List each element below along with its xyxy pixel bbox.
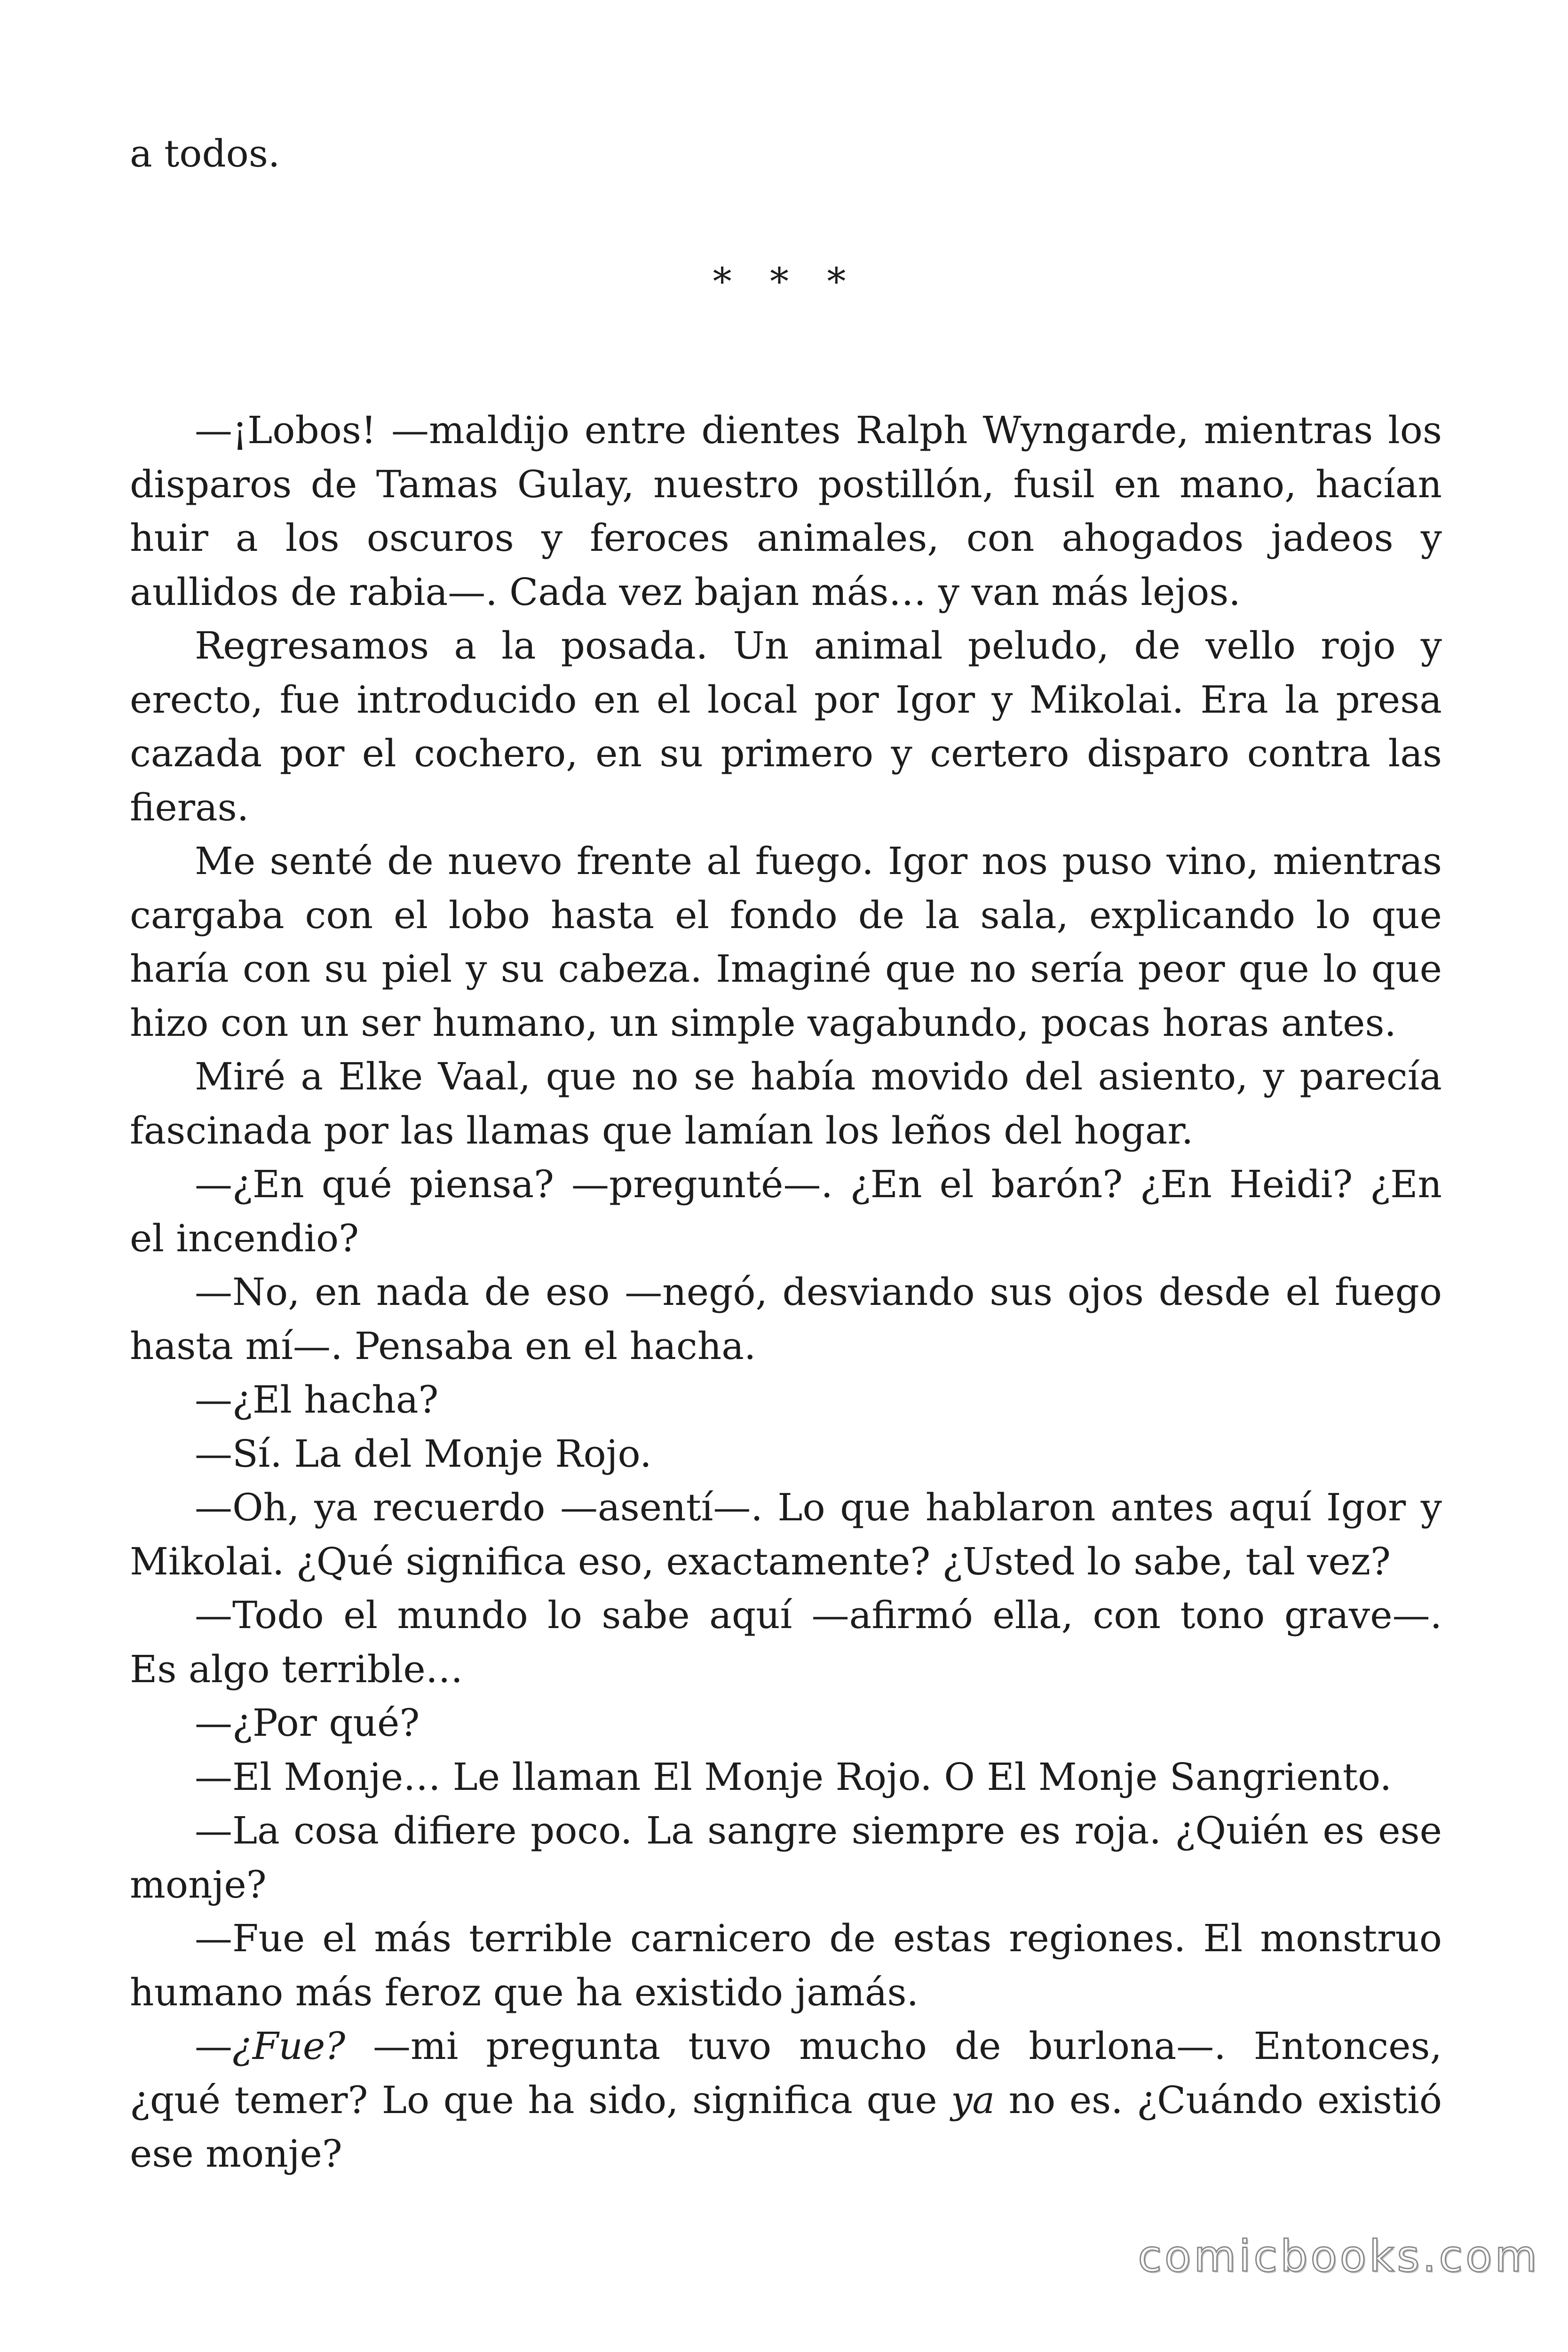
text-line: —Todo el mundo lo sabe aquí —afirmó ella, con tono grave—. [195, 1593, 1442, 1637]
text-line: cargaba con el lobo hasta el fondo de la sala, explicando lo que [130, 893, 1442, 937]
text-line: —No, en nada de eso —negó, desviando sus ojos desde el fuego [195, 1270, 1442, 1314]
opening-line: a todos. [130, 132, 280, 175]
body-text [130, 404, 1442, 2181]
text-line: aullidos de rabia—. Cada vez bajan más… y van más lejos. [130, 570, 1241, 614]
text-line-ya: ¿qué temer? Lo que ha sido, significa que ya no es. ¿Cuándo existió [130, 2078, 1442, 2122]
text-line: fieras. [130, 785, 249, 829]
text-line: —¡Lobos! —maldijo entre dientes Ralph Wyngarde, mientras los [195, 408, 1442, 452]
text-line: hizo con un ser humano, un simple vagabundo, pocas horas antes. [130, 1001, 1396, 1045]
text-line: huir a los oscuros y feroces animales, con ahogados jadeos y [130, 516, 1442, 560]
text-line-last: ese monje? [130, 2132, 342, 2176]
text-line: fascinada por las llamas que lamían los leños del hogar. [130, 1108, 1194, 1152]
text-line: —¿Por qué? [195, 1701, 420, 1745]
text-line: humano más feroz que ha existido jamás. [130, 1970, 919, 2014]
text-line-fue: —¿Fue? —mi pregunta tuvo mucho de burlona—. Entonces, [195, 2024, 1442, 2068]
text-line: —El Monje… Le llaman El Monje Rojo. O El Monje Sangriento. [195, 1755, 1392, 1799]
section-separator: * * * [713, 260, 859, 303]
text-line: —Fue el más terrible carnicero de estas regiones. El monstruo [195, 1916, 1442, 1960]
text-line: hasta mí—. Pensaba en el hacha. [130, 1324, 756, 1368]
text-line: cazada por el cochero, en su primero y certero disparo contra las [130, 731, 1442, 775]
text-line: Es algo terrible… [130, 1647, 463, 1691]
text-lines [130, 404, 1442, 2019]
text-line: —Sí. La del Monje Rojo. [195, 1431, 652, 1476]
text-line: —Oh, ya recuerdo —asentí—. Lo que hablaron antes aquí Igor y [195, 1486, 1442, 1529]
italic-fue: ¿Fue? [232, 2024, 346, 2068]
text-line: —¿En qué piensa? —pregunté—. ¿En el barón? ¿En Heidi? ¿En [195, 1162, 1442, 1206]
text-line: el incendio? [130, 1216, 359, 1260]
watermark-logo: comicbooks.com [1138, 2231, 1540, 2281]
italic-ya: ya [951, 2078, 995, 2122]
text-line: Miré a Elke Vaal, que no se había movido del asiento, y parecía [195, 1055, 1442, 1098]
text-line: Me senté de nuevo frente al fuego. Igor nos puso vino, mientras [195, 839, 1442, 883]
text-line: Mikolai. ¿Qué significa eso, exactamente? ¿Usted lo sabe, tal vez? [130, 1539, 1391, 1583]
text-line: —La cosa difiere poco. La sangre siempre es roja. ¿Quién es ese [195, 1809, 1442, 1852]
text-line: haría con su piel y su cabeza. Imaginé que no sería peor que lo que [130, 947, 1442, 991]
text-line: monje? [130, 1862, 267, 1907]
text-line: —¿El hacha? [195, 1378, 439, 1422]
text-line: Regresamos a la posada. Un animal peludo, de vello rojo y [195, 624, 1442, 667]
text-line: erecto, fue introducido en el local por Igor y Mikolai. Era la presa [130, 677, 1442, 722]
text-line: disparos de Tamas Gulay, nuestro postillón, fusil en mano, hacían [130, 462, 1442, 506]
